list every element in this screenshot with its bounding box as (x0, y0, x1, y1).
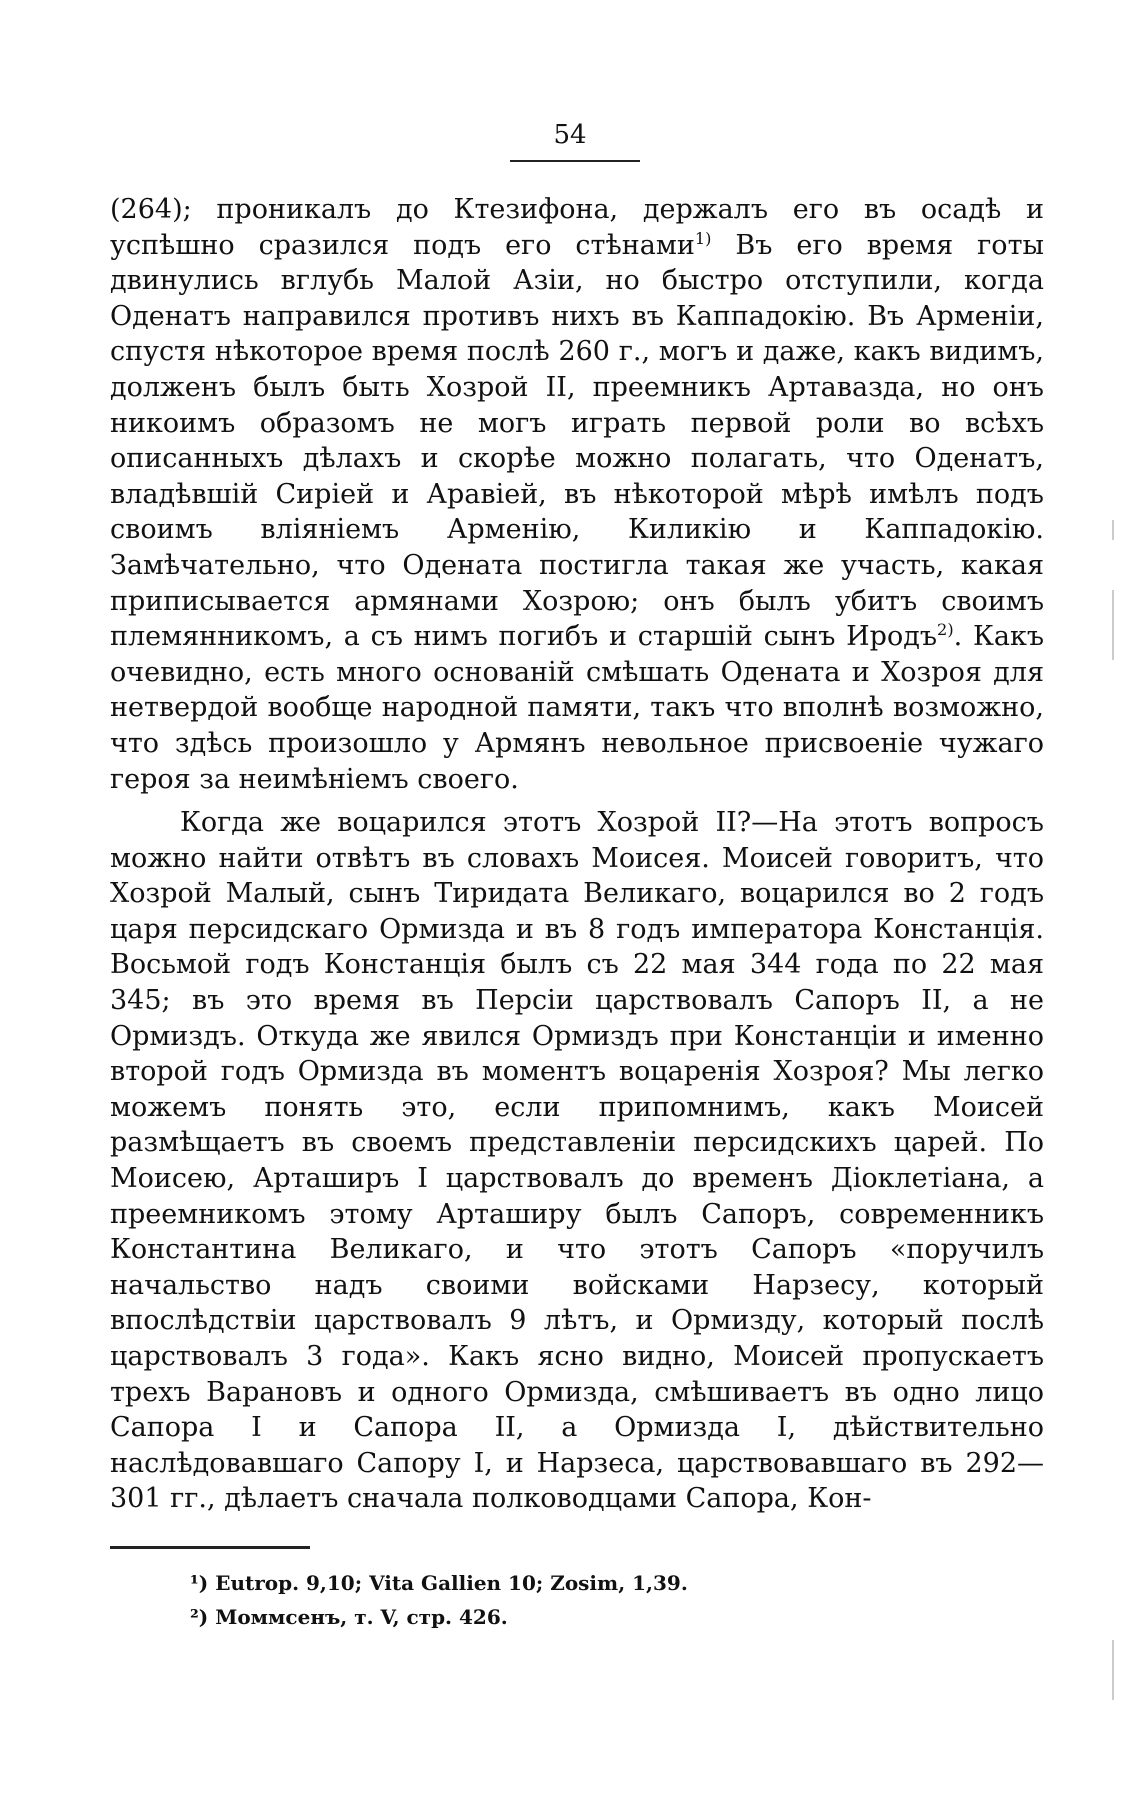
footnote-rule (110, 1546, 310, 1549)
margin-tick-upper (1112, 520, 1114, 540)
paragraph-1-part-a: (264); проникалъ до Ктезифона, держалъ его въ осадѣ и успѣшно сразился подъ его стѣнами (110, 194, 1044, 261)
footnotes (190, 1566, 990, 1634)
paragraph-1 (110, 192, 1044, 797)
paragraph-1-part-b: Въ его время готы двинулись вглубь Малой Азіи, но быстро отступили, когда Оденатъ направился противъ нихъ въ Каппадокію. Въ Арменіи, спустя нѣкоторое время послѣ 260 г., могъ и даже, какъ видимъ, долженъ былъ быть Хозрой II, преемникъ Артавазда, но онъ никоимъ образомъ не могъ играть первой роли во всѣхъ описанныхъ дѣлахъ и скорѣе можно полагать, что Оденатъ, владѣвшій Сиріей и Аравіей, въ нѣкоторой мѣрѣ имѣлъ подъ своимъ вліяніемъ Арменію, Киликію и Каппадокію. Замѣчательно, что Одената постигла такая же участь, какая приписывается армянами Хозрою; онъ былъ убитъ своимъ племянникомъ, а съ нимъ погибъ и старшій сынъ Иродъ (110, 229, 1044, 653)
body-text (110, 192, 1044, 1517)
footnote-2-text: Моммсенъ, т. V, стр. 426. (215, 1605, 508, 1629)
margin-tick-lower (1112, 1640, 1114, 1700)
footnote-1 (190, 1566, 990, 1600)
footnote-2-marker: ²) (190, 1605, 209, 1629)
paragraph-1-part-c: . Какъ очевидно, есть много основаній смѣшать Одената и Хозроя для нетвердой вообще народной памяти, такъ что вполнѣ возможно, что здѣсь произошло у Армянъ невольное присвоеніе чужаго героя за неимѣніемъ своего. (110, 621, 1045, 795)
footnote-ref-1[interactable]: 1) (694, 228, 712, 248)
footnote-ref-2[interactable]: 2) (937, 620, 954, 640)
margin-tick-mid (1112, 590, 1114, 660)
footnote-2 (190, 1600, 990, 1634)
footnote-1-text: Eutrop. 9,10; Vita Gallien 10; Zosim, 1,39. (215, 1571, 688, 1595)
header-rule (510, 160, 640, 162)
footnote-1-marker: ¹) (190, 1571, 209, 1595)
page-number: 54 (553, 120, 587, 150)
paragraph-2: Когда же воцарился этотъ Хозрой II?—На этотъ вопросъ можно найти отвѣтъ въ словахъ Моисея. Моисей говоритъ, что Хозрой Малый, сынъ Тиридата Великаго, воцарился во 2 годъ царя персидскаго Ормизда и въ 8 годъ императора Констанція. Восьмой годъ Констанція былъ съ 22 мая 344 года по 22 мая 345; въ это время въ Персіи царствовалъ Сапоръ II, а не Ормиздъ. Откуда же явился Ормиздъ при Констанціи и именно второй годъ Ормизда въ моментъ воцаренія Хозроя? Мы легко можемъ понять это, если припомнимъ, какъ Моисей размѣщаетъ въ своемъ представленіи персидскихъ царей. По Моисею, Арташиръ I царствовалъ до временъ Діоклетіана, а преемникомъ этому Арташиру былъ Сапоръ, современникъ Константина Великаго, и что этотъ Сапоръ «поручилъ начальство надъ своими войсками Нарзесу, который впослѣдствіи царствовалъ 9 лѣтъ, и Ормизду, который послѣ царствовалъ 3 года». Какъ ясно видно, Моисей пропускаетъ трехъ Варановъ и одного Ормизда, смѣшиваетъ въ одно лицо Сапора I и Сапора II, а Ормизда I, дѣйствительно наслѣдовавшаго Сапору I, и Нарзеса, царствовавшаго въ 292—301 гг., дѣлаетъ сначала полководцами Сапора, Кон- (110, 807, 1044, 1515)
